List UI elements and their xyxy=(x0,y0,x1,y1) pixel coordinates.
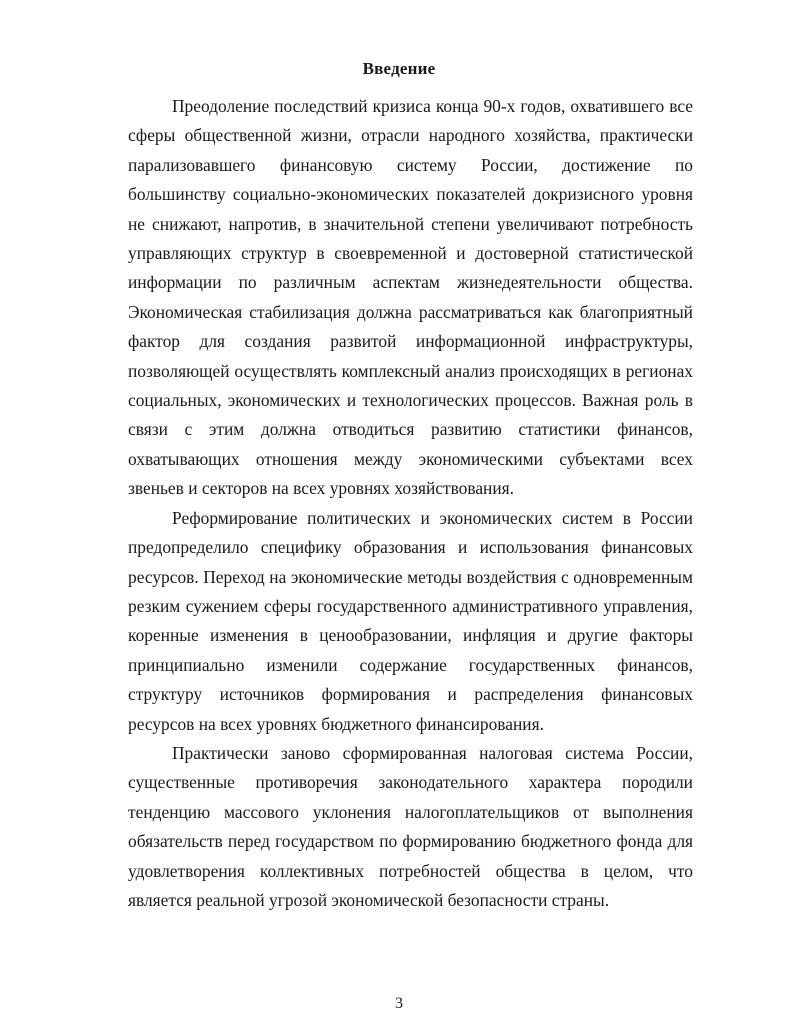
paragraph-3: Практически заново сформированная налоговая система России, существенные противоречия законодательного характера породили тенденцию массового уклонения налогоплательщиков от выполнения обязательств перед государством по формированию бюджетного фонда для удовлетворения коллективных потребностей общества в целом, что является реальной угрозой экономической безопасности страны. xyxy=(128,742,693,910)
paragraph-2: Реформирование политических и экономических систем в России предопределило специфику образования и использования финансовых ресурсов. Переход на экономические методы воздействия с одновременным резким сужением сферы государственного административного управления, коренные изменения в ценообразовании, инфляция и другие факторы принципиально изменили содержание государственных финансов, структуру источников формирования и распределения финансовых ресурсов на всех уровнях бюджетного финансирования. xyxy=(128,507,693,734)
page-number: 3 xyxy=(395,995,403,1012)
paragraph-1: Преодоление последствий кризиса конца 90-х годов, охватившего все сферы общественной жизни, отрасли народного хозяйства, практически парализовавшего финансовую систему России, достижение по большинству социально-экономических показателей докризисного уровня не снижают, напротив, в значительной степени увеличивают потребность управляющих структур в своевременной и достоверной статистической информации по различным аспектам жизнедеятельности общества. Экономическая стабилизация должна рассматриваться как благоприятный фактор для создания развитой информационной инфраструктуры, позволяющей осуществлять комплексный анализ происходящих в регионах социальных, экономических и технологических процессов. Важная роль в связи с этим должна отводиться развитию статистики финансов, охватывающих отношения между экономическими субъектами всех звеньев и секторов на всех уровнях хозяйствования. xyxy=(128,96,693,499)
body-text xyxy=(128,92,693,915)
page-title: Введение xyxy=(362,59,436,78)
